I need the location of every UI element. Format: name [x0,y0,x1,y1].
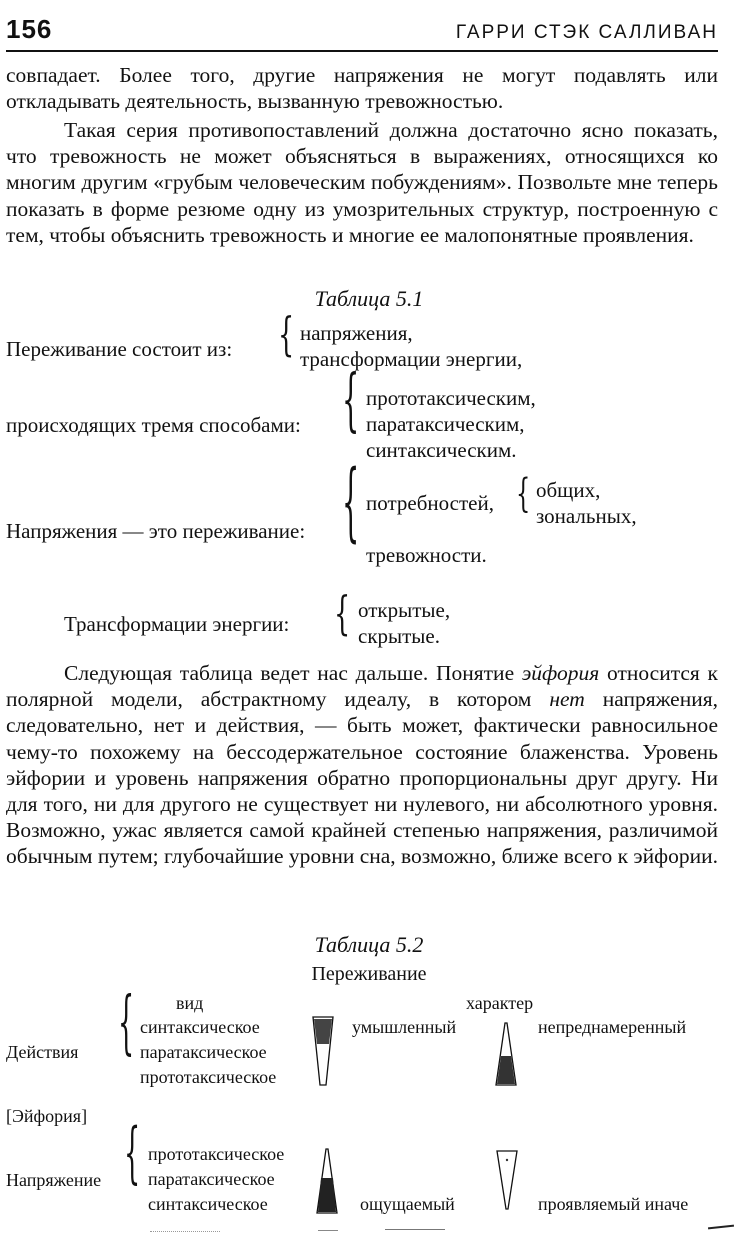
curly-brace-icon: { [278,308,295,362]
table-1-row-1-label: Переживание состоит из: [6,337,233,361]
table-1-row-3-subitem-2: зональных, [536,504,637,528]
table-1-row-3-label: Напряжения — это переживание: [6,519,306,543]
curly-brace-icon: { [334,587,351,641]
table-2-row-1-item-1: синтаксическое [140,1017,260,1037]
table-2-row-1-item-2: паратаксическое [140,1042,267,1062]
table-2-col-character: характер [466,993,534,1013]
table-2-caption: Таблица 5.2 [314,932,424,957]
curly-brace-icon: { [342,453,360,553]
table-1-row-3-subitem-1: общих, [536,478,601,502]
curly-brace-icon: { [516,471,531,518]
table-1-row-2-item-3: синтаксическим. [366,438,517,462]
table-2-row-1-char-left: умышленный [352,1017,457,1037]
table-1-row-2-item-1: прототаксическим, [366,386,536,410]
table-2-row-2-item-1: прототаксическое [148,1144,285,1164]
table-2-row-2-label: Напряжение [6,1170,102,1190]
table-1-row-4-label: Трансформации энергии: [64,612,290,636]
table-1-caption: Таблица 5.1 [314,286,424,311]
table-1-row-2-item-2: паратаксическим, [366,412,525,436]
curly-brace-icon: { [342,361,360,441]
table-1-row-3-item-1: потребностей, [366,491,494,515]
header-rule [6,50,718,52]
table-1-row-2-label: происходящих тремя способами: [6,413,301,437]
scan-mark [385,1229,445,1230]
curly-brace-icon: { [124,1115,141,1193]
table-2-row-2-item-2: паратаксическое [148,1169,275,1189]
table-2-row-1-item-3: прототаксическое [140,1067,277,1087]
widening-wedge-icon [316,1148,338,1214]
table-2-col-vid: вид [176,993,204,1013]
table-2-row-1-label: Действия [6,1042,79,1062]
narrowing-wedge-icon [312,1016,334,1086]
widening-wedge-icon [495,1022,517,1086]
narrowing-wedge-icon [496,1150,518,1210]
running-title: ГАРРИ СТЭК САЛЛИВАН [455,22,718,43]
table-2-euphoria-label: [Эйфория] [6,1106,88,1126]
table-1-row-1-item-1: напряжения, [300,321,413,345]
scan-mark [318,1230,338,1231]
table-1-row-3-item-2: тревожности. [366,543,487,567]
paragraph-1-text: совпадает. Более того, другие напряжения не могут подавлять или откладывать деятельность, вызванную тревожностью. [6,63,718,114]
table-1-row-1-item-2: трансформации энергии, [300,347,523,371]
scan-mark [150,1231,220,1233]
scan-mark [708,1225,734,1230]
page-number: 156 [6,14,53,44]
curly-brace-icon: { [118,983,135,1065]
table-2-row-2-item-3: синтаксическое [148,1194,268,1214]
paragraph-2-text: Такая серия противопоставлений должна достаточно ясно показать, что тревожность не может объясняться в выражениях, относящихся ко многим другим «грубым человеческим побуждениям». Позвольте мне теперь показать в форме резюме одну из умозрительных структур, построенную с тем, чтобы объяснить тревожность и многие ее малопонятные проявления. [6,118,718,247]
paragraph-3 [6,660,718,870]
paragraph-3-text: Следующая таблица ведет нас дальше. Понятие эйфория относится к полярной модели, абстрактному идеалу, в котором нет напряжения, следовательно, нет и действия, — быть может, фактически равносильное чему-то похожему на бессодержательное состояние блаженства. Уровень эйфории и уровень напряжения обратно пропорциональны друг другу. Ни для того, ни для другого не существует ни нулевого, ни абсолютного уровня. Возможно, ужас является самой крайней степенью напряжения, различимой обычным путем; глубочайшие уровни сна, возможно, ближе всего к эйфории. [6,661,718,869]
table-2-row-1-char-right: непреднамеренный [538,1017,687,1037]
paragraph-1 [6,62,718,114]
table-1-row-4-item-2: скрытые. [358,624,440,648]
table-2-row-2-char-left: ощущаемый [360,1194,455,1214]
table-2-title: Переживание [311,963,427,985]
paragraph-2 [6,117,718,248]
table-1-row-4-item-1: открытые, [358,598,451,622]
table-2-row-2-char-right: проявляемый иначе [538,1194,689,1214]
